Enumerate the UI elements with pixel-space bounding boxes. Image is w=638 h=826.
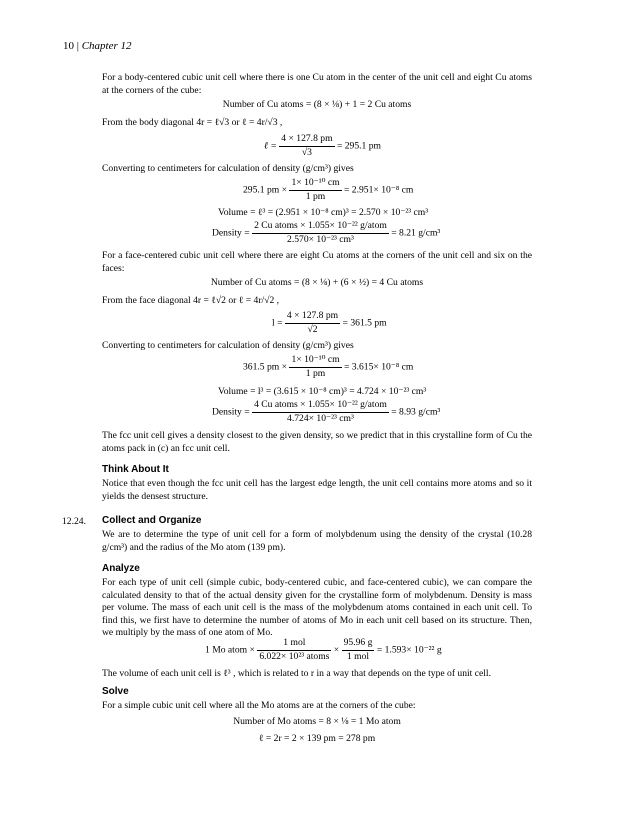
bcc-atoms-equation: Number of Cu atoms = (8 × ⅛) + 1 = 2 Cu atoms xyxy=(222,99,412,110)
fraction-numerator: 1 mol xyxy=(257,637,331,651)
equation-lhs: 1 Mo atom × xyxy=(205,644,255,656)
fraction-numerator: 1× 10⁻¹⁰ cm xyxy=(289,177,341,191)
problem-number: 12.24. xyxy=(62,516,86,527)
collect-text: We are to determine the type of unit cell for a form of molybdenum using the density of the crystal (10.28 g/cm³) and the radius of the Mo atom (139 pm). xyxy=(102,529,532,553)
fcc-conversion-fraction xyxy=(289,354,341,380)
times-sign: × xyxy=(333,644,340,656)
fraction-result: = 361.5 pm xyxy=(342,317,387,329)
fcc-atoms-equation: Number of Cu atoms = (8 × ⅛) + (6 × ½) = 4 Cu atoms xyxy=(210,277,424,288)
fraction-denominator: 1 pm xyxy=(305,190,326,202)
bcc-volume-equation: Volume = ℓ³ = (2.951 × 10⁻⁸ cm)³ = 2.570 × 10⁻²³ cm³ xyxy=(218,207,429,218)
page-number: 10 xyxy=(63,40,74,52)
equation-lhs: 361.5 pm × xyxy=(243,361,288,373)
fcc-convert-text: Converting to centimeters for calculation of density (g/cm³) gives xyxy=(102,340,354,351)
collect-heading: Collect and Organize xyxy=(102,515,202,526)
fraction-denominator: √3 xyxy=(301,146,312,158)
mass-equation xyxy=(205,637,442,663)
bcc-density-equation xyxy=(212,220,440,246)
fcc-edge-fraction xyxy=(285,310,340,336)
solve-text: For a simple cubic unit cell where all the Mo atoms are at the corners of the cube: xyxy=(102,700,416,711)
equation-lhs: Density = xyxy=(212,406,250,418)
fcc-density-fraction xyxy=(252,399,389,425)
fraction-denominator: √2 xyxy=(307,323,318,335)
fcc-density-equation xyxy=(212,399,440,425)
fraction-numerator: 1× 10⁻¹⁰ cm xyxy=(289,354,341,368)
fraction-denominator: 6.022× 10²³ atoms xyxy=(259,650,330,662)
bcc-diagonal-line: From the body diagonal 4r = ℓ√3 or ℓ = 4r/√3 , xyxy=(102,117,283,128)
fcc-edge-equation xyxy=(272,310,387,336)
mass-fraction-2 xyxy=(342,637,375,663)
fraction-result: = 3.615× 10⁻⁸ cm xyxy=(343,361,414,373)
think-text: Notice that even though the fcc unit cell has the largest edge length, the unit cell contains more atoms and so it yields the densest structure. xyxy=(102,478,532,502)
think-heading: Think About It xyxy=(102,464,169,475)
header-separator: | xyxy=(76,40,79,52)
analyze-text: For each type of unit cell (simple cubic, body-centered cubic, and face-centered cubic), we can compare the calculated density to that of the actual density given for the crystalline form of molybdenum. Density is mass per volume. The mass of each unit cell is the mass of the molybdenum atoms contained in each unit cell. To find this, we first have to determine the number of atoms of Mo in each unit cell based on its structure. Then, we multiply by the mass of one atom of Mo. xyxy=(102,577,532,639)
fraction-denominator: 2.570× 10⁻²³ cm³ xyxy=(287,233,354,245)
solve-heading: Solve xyxy=(102,686,129,697)
bcc-edge-fraction xyxy=(279,133,334,159)
fraction-denominator: 4.724× 10⁻²³ cm³ xyxy=(287,412,354,424)
chapter-title: Chapter 12 xyxy=(81,40,132,52)
fcc-intro: For a face-centered cubic unit cell where there are eight Cu atoms at the corners of the unit cell and six on the faces: xyxy=(102,250,532,274)
solve-atoms-equation: Number of Mo atoms = 8 × ⅛ = 1 Mo atom xyxy=(233,716,401,727)
fraction-numerator: 4 Cu atoms × 1.055× 10⁻²² g/atom xyxy=(252,399,389,413)
fcc-conversion-equation xyxy=(243,354,413,380)
bcc-intro: For a body-centered cubic unit cell where there is one Cu atom in the center of the unit cell and eight Cu atoms at the corners of the cube: xyxy=(102,72,532,96)
fraction-result: = 8.93 g/cm³ xyxy=(391,406,441,418)
bcc-conversion-fraction xyxy=(289,177,341,203)
fraction-result: = 8.21 g/cm³ xyxy=(391,227,441,239)
fraction-result: = 1.593× 10⁻²² g xyxy=(376,644,442,656)
fraction-numerator: 95.96 g xyxy=(342,637,375,651)
mass-fraction-1 xyxy=(257,637,331,663)
fraction-result: = 295.1 pm xyxy=(336,140,381,152)
bcc-edge-equation: ℓ = $\frac{4 \times 127.8 pm}{√3}$ = 295.1 pm xyxy=(264,133,381,158)
page-header xyxy=(63,40,132,53)
fraction-denominator: 1 mol xyxy=(346,650,370,662)
fcc-volume-equation: Volume = l³ = (3.615 × 10⁻⁸ cm)³ = 4.724 × 10⁻²³ cm³ xyxy=(218,386,427,397)
fcc-conclusion: The fcc unit cell gives a density closest to the given density, so we predict that in this crystalline form of Cu the atoms pack in (c) an fcc unit cell. xyxy=(102,430,532,454)
analyze-heading: Analyze xyxy=(102,563,140,574)
fraction-numerator: 2 Cu atoms × 1.055× 10⁻²² g/atom xyxy=(252,220,389,234)
bcc-density-fraction xyxy=(252,220,389,246)
bcc-conversion-equation xyxy=(243,177,413,203)
equation-lhs: 295.1 pm × xyxy=(243,184,288,196)
fraction-result: = 2.951× 10⁻⁸ cm xyxy=(343,184,414,196)
fcc-diagonal-line: From the face diagonal 4r = ℓ√2 or ℓ = 4r/√2 , xyxy=(102,295,280,306)
equation-lhs: l = xyxy=(272,317,283,329)
fraction-denominator: 1 pm xyxy=(305,367,326,379)
solve-edge-equation: ℓ = 2r = 2 × 139 pm = 278 pm xyxy=(258,733,376,744)
fraction-numerator: 4 × 127.8 pm xyxy=(285,310,340,324)
equation-lhs: Density = xyxy=(212,227,250,239)
fraction-numerator: 4 × 127.8 pm xyxy=(279,133,334,147)
volume-text: The volume of each unit cell is ℓ³ , which is related to r in a way that depends on the type of unit cell. xyxy=(102,668,491,679)
bcc-convert-text: Converting to centimeters for calculation of density (g/cm³) gives xyxy=(102,163,354,174)
